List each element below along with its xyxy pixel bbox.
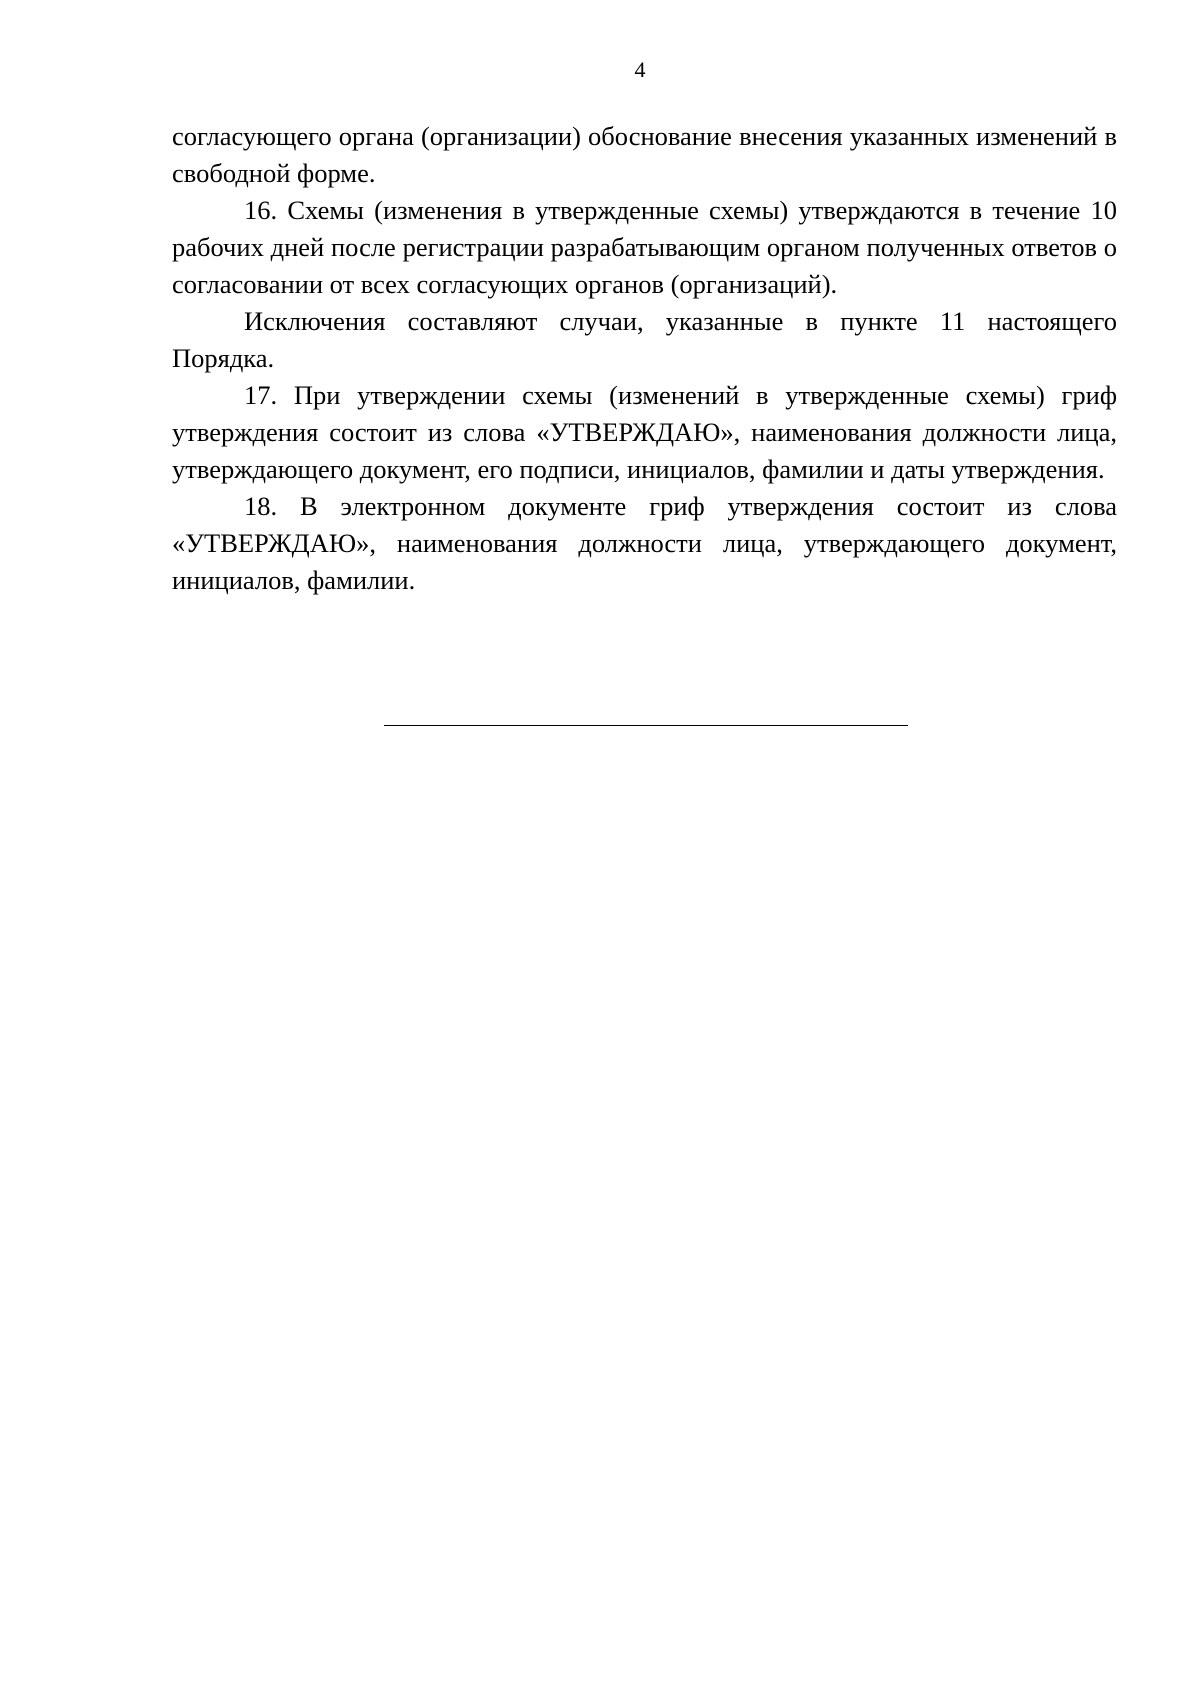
document-body (172, 118, 1117, 599)
paragraph-item-16: 16. Схемы (изменения в утвержденные схемы) утверждаются в течение 10 рабочих дней после регистрации разрабатывающим органом полученных ответов о согласовании от всех согласующих органов (организаций). (172, 195, 1117, 299)
paragraph-item-18: 18. В электронном документе гриф утверждения состоит из слова «УТВЕРЖДАЮ», наименования должности лица, утверждающего документ, инициалов, фамилии. (172, 491, 1117, 595)
paragraph-exceptions: Исключения составляют случаи, указанные в пункте 11 настоящего Порядка. (172, 306, 1117, 373)
paragraph-item-17: 17. При утверждении схемы (изменений в утвержденные схемы) гриф утверждения состоит из слова «УТВЕРЖДАЮ», наименования должности лица, утверждающего документ, его подписи, инициалов, фамилии и даты утверждения. (172, 380, 1117, 484)
paragraph-continuation: согласующего органа (организации) обоснование внесения указанных изменений в свободной форме. (172, 121, 1117, 188)
end-of-document-rule (384, 725, 908, 726)
page-number: 4 (634, 57, 646, 82)
